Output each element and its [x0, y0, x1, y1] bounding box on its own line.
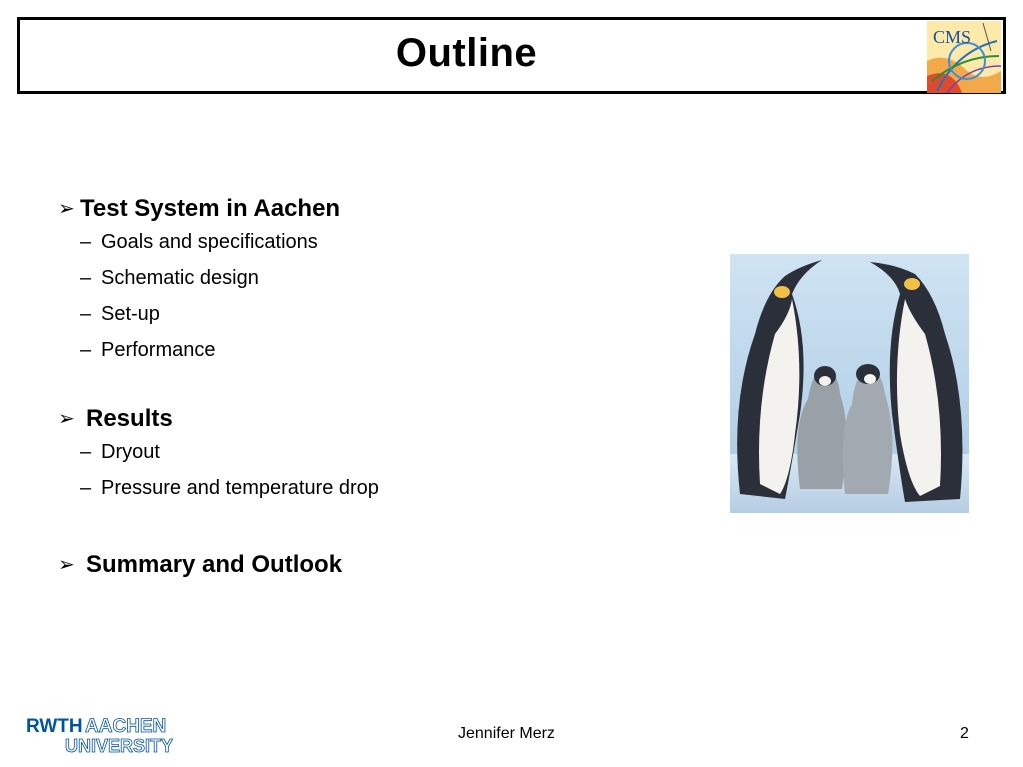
- dash-bullet-icon: –: [80, 441, 92, 463]
- page-title: Outline: [395, 31, 538, 75]
- cms-logo: [927, 21, 1001, 93]
- logo-university: UNIVERSITY: [65, 736, 174, 755]
- arrow-bullet-icon: ➢: [58, 408, 75, 430]
- list-item: – Pressure and temperature drop: [58, 470, 658, 506]
- dash-bullet-icon: –: [80, 477, 92, 499]
- outline-list: [58, 194, 658, 580]
- list-item: – Goals and specifications: [58, 224, 658, 260]
- arrow-bullet-icon: ➢: [58, 554, 75, 576]
- dash-bullet-icon: –: [80, 303, 92, 325]
- dash-bullet-icon: –: [80, 339, 92, 361]
- logo-rwth: RWTH: [26, 716, 83, 737]
- section-summary: [58, 550, 658, 580]
- dash-bullet-icon: –: [80, 267, 92, 289]
- section-heading: Summary and Outlook: [86, 551, 343, 578]
- list-item: – Schematic design: [58, 260, 658, 296]
- section-results: [58, 404, 658, 434]
- dash-bullet-icon: –: [80, 231, 92, 253]
- arrow-bullet-icon: ➢: [58, 198, 75, 220]
- cms-logo-text: CMS: [933, 27, 972, 47]
- footer-author: Jennifer Merz: [458, 725, 555, 742]
- section-heading: Test System in Aachen: [80, 195, 341, 222]
- title-box: [17, 17, 1006, 94]
- rwth-aachen-logo: [25, 714, 174, 755]
- list-item: – Dryout: [58, 434, 658, 470]
- list-item: – Set-up: [58, 296, 658, 332]
- penguins-image: [730, 254, 969, 513]
- section-heading: Results: [86, 405, 173, 432]
- section-test-system: [58, 194, 658, 224]
- page-number: 2: [960, 725, 969, 742]
- list-item: – Performance: [58, 332, 658, 368]
- logo-aachen: AACHEN: [85, 716, 167, 737]
